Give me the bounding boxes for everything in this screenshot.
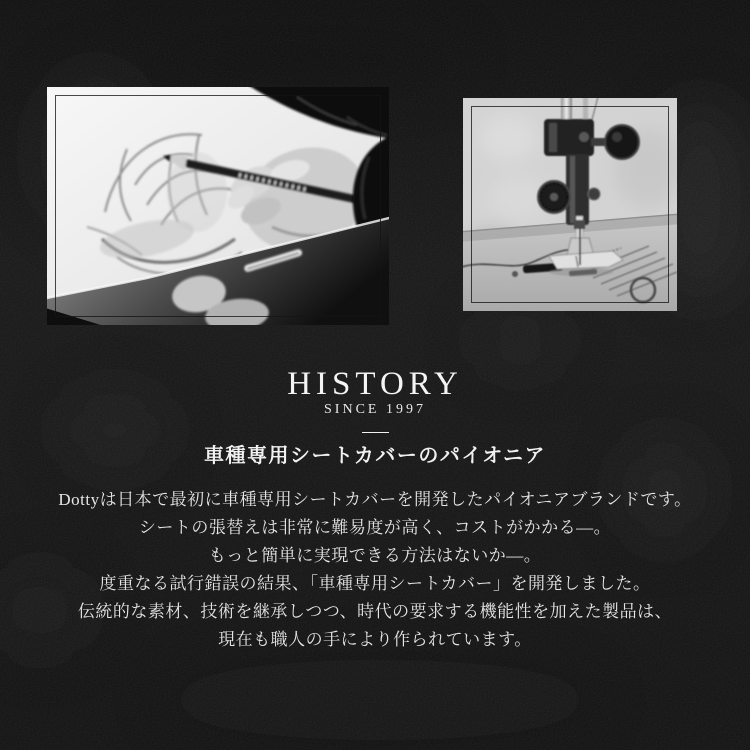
sewing-machine-photo xyxy=(463,98,677,311)
history-title: HISTORY xyxy=(287,366,463,402)
story-paragraph xyxy=(0,486,750,654)
divider-line xyxy=(362,432,389,433)
story-heading: 車種専用シートカバーのパイオニア xyxy=(204,445,546,467)
story-line: Dottyは日本で最初に車種専用シートカバーを開発したパイオニアブランドです。 xyxy=(58,490,692,509)
story-line: もっと簡単に実現できる方法はないか―。 xyxy=(208,546,542,565)
story-line: 現在も職人の手により作られています。 xyxy=(218,630,532,649)
sewing-machine-illustration xyxy=(463,98,677,311)
story-line: 伝統的な素材、技術を継承しつつ、時代の要求する機能性を加えた製品は、 xyxy=(77,602,673,621)
hand-sketching-photo xyxy=(47,87,389,325)
story-line: 度重なる試行錯誤の結果、「車種専用シートカバー」を開発しました。 xyxy=(99,574,651,593)
hand-sketching-illustration xyxy=(47,87,389,325)
story-line: シートの張替えは非常に難易度が高く、コストがかかる―。 xyxy=(138,518,612,537)
history-since-label: SINCE 1997 xyxy=(324,402,426,417)
